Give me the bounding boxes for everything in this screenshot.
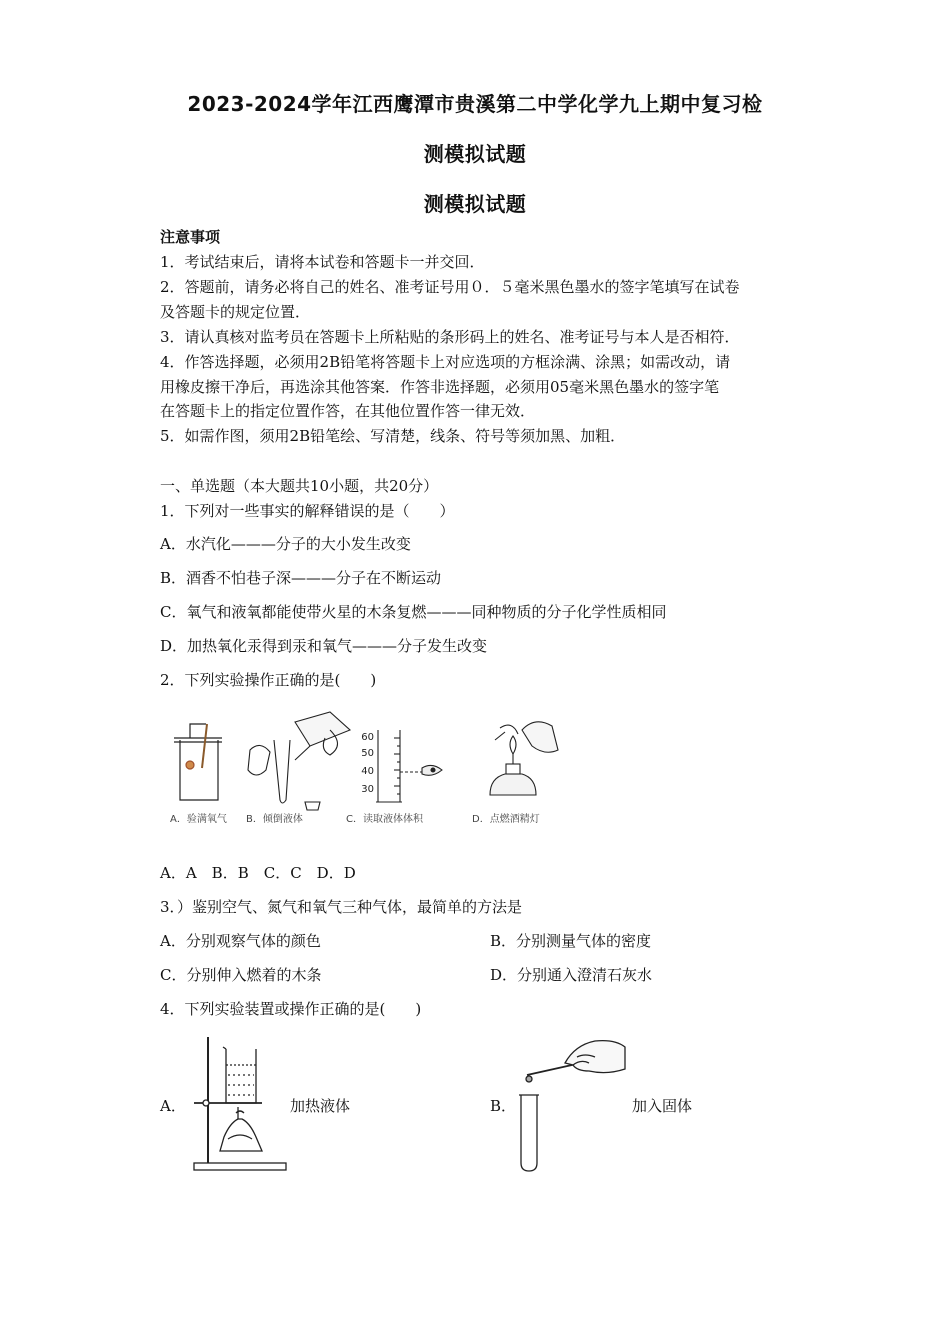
heating-liquid-apparatus — [190, 1035, 290, 1175]
q1-option-d: D．加热氧化汞得到汞和氧气———分子发生改变 — [160, 637, 488, 655]
adding-solid-apparatus — [515, 1035, 635, 1175]
q3-stem: 3．）鉴别空气、氮气和氧气三种气体，最简单的方法是 — [160, 898, 523, 916]
q4-option-b-letter: B． — [490, 1097, 517, 1115]
section-heading: 一、单选题（本大题共10小题，共20分） — [160, 477, 439, 495]
q2-caption-a: A．验满氧气 — [170, 814, 227, 825]
q4-stem: 4．下列实验装置或操作正确的是( ) — [160, 1000, 422, 1018]
notice-item: 5．如需作图，须用2B铅笔绘、写清楚，线条、符号等须加黑、加粗． — [160, 427, 626, 445]
q4-option-b-label: 加入固体 — [632, 1097, 693, 1115]
q2-figure — [160, 710, 580, 830]
q3-option-c: C．分别伸入燃着的木条 — [160, 966, 322, 984]
cylinder-tick-50: 50 — [361, 748, 374, 759]
q4-option-a-letter: A． — [160, 1097, 186, 1115]
q2-answer-options: A．A B．B C．C D．D — [160, 864, 356, 882]
q3-option-d: D．分别通入澄清石灰水 — [490, 966, 653, 984]
notice-item: 4．作答选择题，必须用2B铅笔将答题卡上对应选项的方框涂满、涂黑；如需改动，请 — [160, 353, 731, 371]
alcohol-lamp-icon — [490, 722, 558, 795]
q1-option-c: C．氧气和液氧都能使带火星的木条复燃———同种物质的分子化学性质相同 — [160, 603, 667, 621]
pouring-liquid-icon — [248, 712, 350, 810]
cylinder-tick-60: 60 — [361, 732, 374, 743]
q2-caption-b: B．倾倒液体 — [246, 814, 303, 825]
q4-figure-a — [190, 1035, 290, 1175]
notice-item: 在答题卡上的指定位置作答，在其他位置作答一律无效． — [160, 402, 536, 420]
q3-option-a: A．分别观察气体的颜色 — [160, 932, 321, 950]
oxygen-bottle-icon — [174, 724, 222, 800]
notice-item: 3．请认真核对监考员在答题卡上所粘贴的条形码上的姓名、准考证号与本人是否相符． — [160, 328, 740, 346]
q4-option-a-label: 加热液体 — [290, 1097, 351, 1115]
q1-option-b: B．酒香不怕巷子深———分子在不断运动 — [160, 569, 442, 587]
q4-figure-b — [515, 1035, 635, 1175]
q2-caption-d: D．点燃酒精灯 — [472, 814, 540, 825]
page-title-line1: 2023-2024学年江西鹰潭市贵溪第二中学化学九上期中复习检 — [187, 92, 763, 116]
page-title-line2: 测模拟试题 — [423, 142, 527, 166]
q1-stem: 1．下列对一些事实的解释错误的是（ ） — [160, 502, 455, 520]
notice-item: 用橡皮擦干净后，再选涂其他答案．作答非选择题，必须用05毫米黑色墨水的签字笔 — [160, 378, 720, 396]
notice-item: 及答题卡的规定位置． — [160, 303, 311, 321]
q3-option-b: B．分别测量气体的密度 — [490, 932, 652, 950]
notice-item: 2．答题前，请务必将自己的姓名、准考证号用０．５毫米黑色墨水的签字笔填写在试卷 — [160, 278, 740, 296]
cylinder-tick-30: 30 — [361, 784, 374, 795]
notice-heading: 注意事项 — [160, 228, 221, 246]
notice-item: 1．考试结束后，请将本试卷和答题卡一并交回． — [160, 253, 485, 271]
q2-stem: 2．下列实验操作正确的是( ) — [160, 671, 377, 689]
q1-option-a: A．水汽化———分子的大小发生改变 — [160, 535, 411, 553]
page-title-line3: 测模拟试题 — [423, 192, 527, 216]
q2-caption-c: C．读取液体体积 — [346, 814, 423, 825]
cylinder-tick-40: 40 — [361, 766, 374, 777]
graduated-cylinder-icon — [376, 730, 442, 802]
